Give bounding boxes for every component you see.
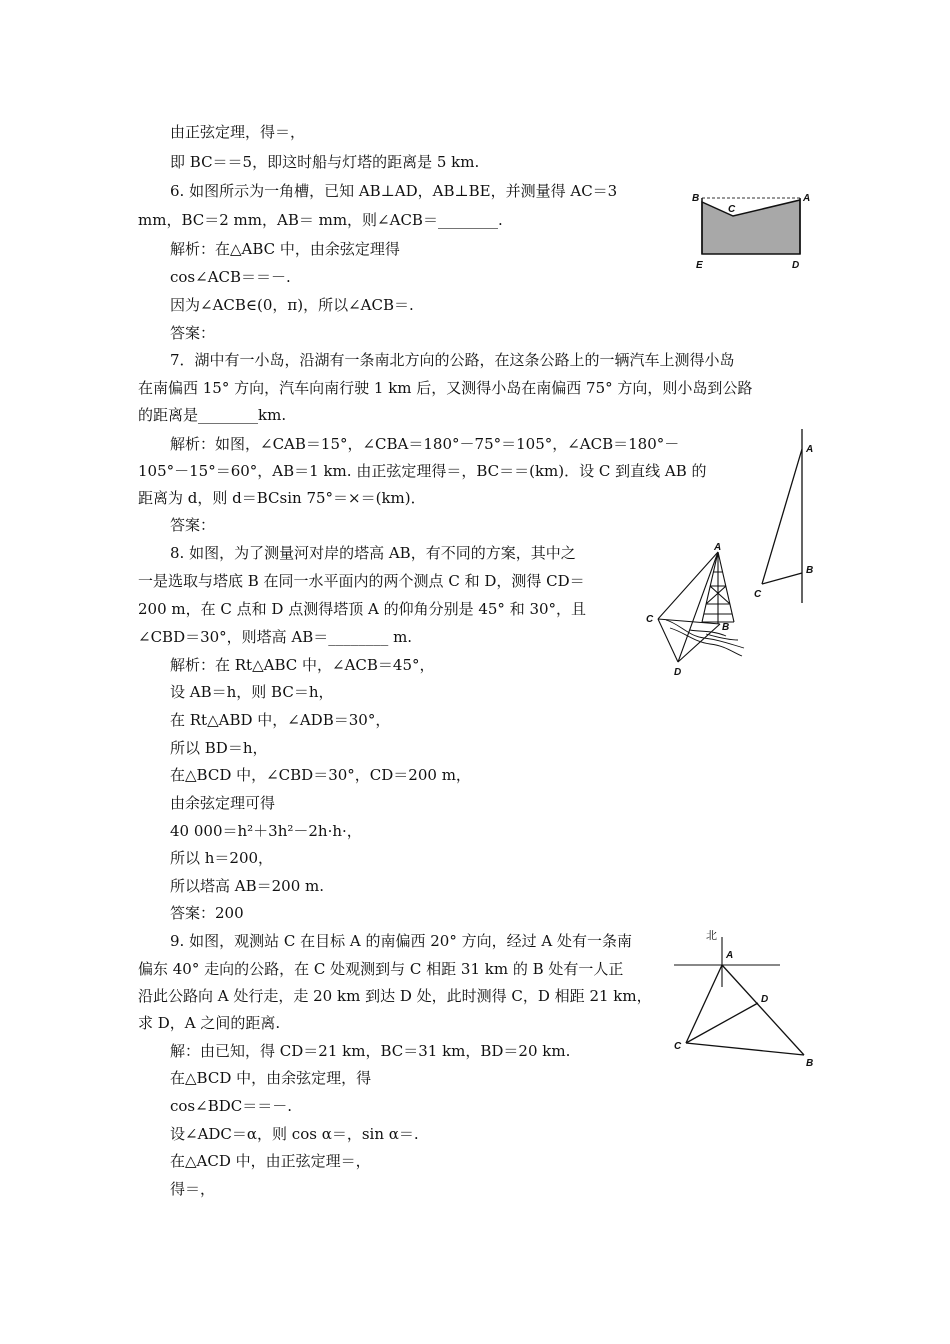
figure-8-tower	[640, 540, 750, 680]
text-line: 所以 h＝200，	[170, 849, 274, 867]
figure-9-station	[668, 925, 828, 1071]
problem-7-heading: 7．湖中有一小岛，沿湖有一条南北方向的公路，在这条公路上的一辆汽车上测得小岛	[170, 351, 735, 369]
problem-9-heading: 9. 如图，观测站 C 在目标 A 的南偏西 20° 方向，经过 A 处有一条南	[170, 932, 632, 950]
label-north: 北	[706, 930, 717, 942]
text-line: 偏东 40° 走向的公路，在 C 处观测到与 C 相距 31 km 的 B 处有一人正	[138, 960, 624, 978]
text-line: 所以塔高 AB＝200 m.	[170, 877, 325, 895]
text-line: 105°－15°＝60°，AB＝1 km. 由正弦定理得＝，BC＝＝(km)．设 C 到直线 AB 的	[138, 462, 707, 480]
text-line: cos∠BDC＝＝－.	[170, 1097, 292, 1115]
text-line: 设∠ADC＝α，则 cos α＝，sin α＝.	[170, 1125, 419, 1143]
text-line: 求 D，A 之间的距离.	[138, 1014, 281, 1032]
label-b: B	[692, 193, 700, 204]
text-line: 在南偏西 15° 方向，汽车向南行驶 1 km 后，又测得小岛在南偏西 75° 方向，则小岛到公路	[138, 379, 753, 397]
label-b: B	[806, 1058, 814, 1069]
text-line: 在 Rt△ABD 中，∠ADB＝30°，	[170, 711, 391, 729]
answer-label: 答案：	[170, 324, 216, 342]
text-line: 设 AB＝h，则 BC＝h，	[170, 683, 334, 701]
label-a: A	[803, 193, 811, 204]
text-line: 在△BCD 中，由余弦定理，得	[170, 1069, 372, 1087]
answer-label: 答案：	[170, 516, 216, 534]
text-line: 即 BC＝＝5，即这时船与灯塔的距离是 5 km.	[170, 153, 480, 171]
text-line: cos∠ACB＝＝－.	[170, 268, 291, 286]
text-line: ∠CBD＝30°，则塔高 AB＝________ m.	[138, 628, 413, 646]
text-line: mm，BC＝2 mm，AB＝ mm，则∠ACB＝________.	[138, 211, 503, 229]
label-c: C	[674, 1041, 682, 1052]
text-line: 因为∠ACB∈(0，π)，所以∠ACB＝.	[170, 296, 414, 314]
text-line: 距离为 d，则 d＝BCsin 75°＝×＝(km)．	[138, 489, 426, 507]
text-line: 在△ACD 中，由正弦定理＝，	[170, 1152, 371, 1170]
figure-6-groove	[688, 188, 816, 272]
text-line: 40 000＝h²＋3h²－2h·h·，	[170, 822, 362, 840]
label-c: C	[754, 589, 762, 600]
label-b: B	[806, 565, 814, 576]
text-line: 所以 BD＝h，	[170, 739, 268, 757]
text-line: 解：由已知，得 CD＝21 km，BC＝31 km，BD＝20 km.	[170, 1042, 571, 1060]
text-line: 一是选取与塔底 B 在同一水平面内的两个测点 C 和 D，测得 CD＝	[138, 572, 585, 590]
text-line: 得＝，	[170, 1180, 216, 1198]
text-line: 沿此公路向 A 处行走，走 20 km 到达 D 处，此时测得 C，D 相距 21 km，	[138, 987, 652, 1005]
text-line: 的距离是________km.	[138, 406, 287, 424]
problem-8-heading: 8. 如图，为了测量河对岸的塔高 AB，有不同的方案，其中之	[170, 544, 576, 562]
problem-6-heading: 6. 如图所示为一角槽，已知 AB⊥AD，AB⊥BE，并测量得 AC＝3	[170, 182, 618, 200]
answer-label: 答案：200	[170, 904, 244, 922]
text-line: 200 m，在 C 点和 D 点测得塔顶 A 的仰角分别是 45° 和 30°，且	[138, 600, 587, 618]
label-c: C	[646, 614, 654, 625]
label-d: D	[674, 667, 682, 678]
text-line: 在△BCD 中，∠CBD＝30°，CD＝200 m，	[170, 766, 471, 784]
label-d: D	[761, 994, 769, 1005]
label-c: C	[728, 204, 736, 215]
text-line: 由正弦定理，得＝，	[170, 123, 306, 141]
figure-7-island	[748, 425, 828, 607]
label-a: A	[806, 444, 814, 455]
text-line: 解析：在 Rt△ABC 中，∠ACB＝45°，	[170, 656, 435, 674]
text-line: 由余弦定理可得	[170, 794, 276, 812]
label-b: B	[722, 622, 730, 633]
text-line: 解析：如图，∠CAB＝15°，∠CBA＝180°－75°＝105°，∠ACB＝180°－	[170, 435, 680, 453]
text-line: 解析：在△ABC 中，由余弦定理得	[170, 240, 400, 258]
label-e: E	[696, 260, 703, 271]
label-d: D	[792, 260, 800, 271]
label-a: A	[726, 950, 734, 961]
label-a: A	[714, 542, 722, 553]
